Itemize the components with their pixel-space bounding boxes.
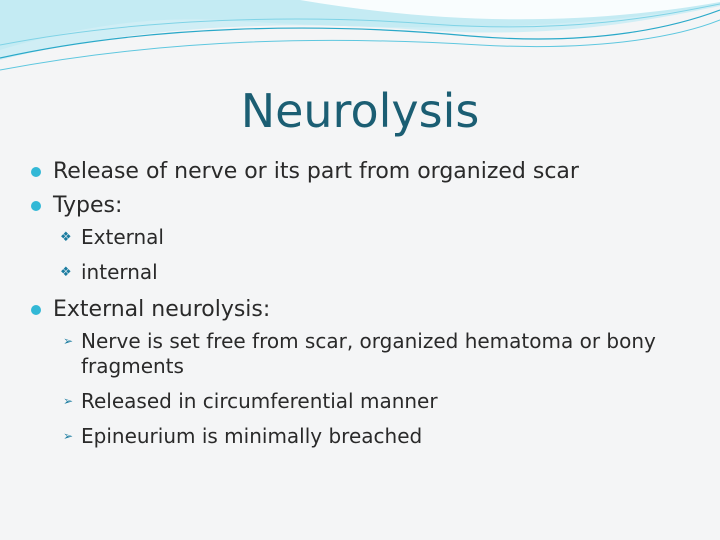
bullet-dot-icon	[31, 305, 41, 315]
sub-bullet-text: Epineurium is minimally breached	[81, 424, 423, 448]
bullet-item	[30, 157, 700, 186]
diamond-cluster-icon: ❖	[60, 265, 72, 280]
bullet-text: Types:	[53, 193, 123, 218]
arrowhead-icon: ➢	[63, 334, 74, 348]
sub-bullet-text: External	[81, 225, 164, 249]
bullet-item	[30, 191, 700, 220]
sub-bullet-text: Released in circumferential manner	[81, 389, 438, 413]
bullet-list	[30, 157, 700, 459]
bullet-dot-icon	[31, 201, 41, 211]
sub-bullet-item	[30, 424, 700, 449]
sub-bullet-item	[30, 260, 700, 285]
sub-bullet-item	[30, 329, 700, 379]
arrowhead-icon: ➢	[63, 394, 74, 408]
bullet-text: External neurolysis:	[53, 297, 271, 322]
header-wave-decoration	[0, 0, 720, 80]
arrowhead-icon: ➢	[63, 429, 74, 443]
bullet-item	[30, 295, 700, 324]
sub-bullet-text: Nerve is set free from scar, organized hematoma or bony fragments	[81, 329, 656, 378]
sub-bullet-item	[30, 225, 700, 250]
sub-bullet-item	[30, 389, 700, 414]
slide-title: Neurolysis	[240, 84, 480, 138]
diamond-cluster-icon: ❖	[60, 230, 72, 245]
bullet-dot-icon	[31, 167, 41, 177]
bullet-text: Release of nerve or its part from organized scar	[53, 159, 579, 184]
sub-bullet-text: internal	[81, 260, 158, 284]
